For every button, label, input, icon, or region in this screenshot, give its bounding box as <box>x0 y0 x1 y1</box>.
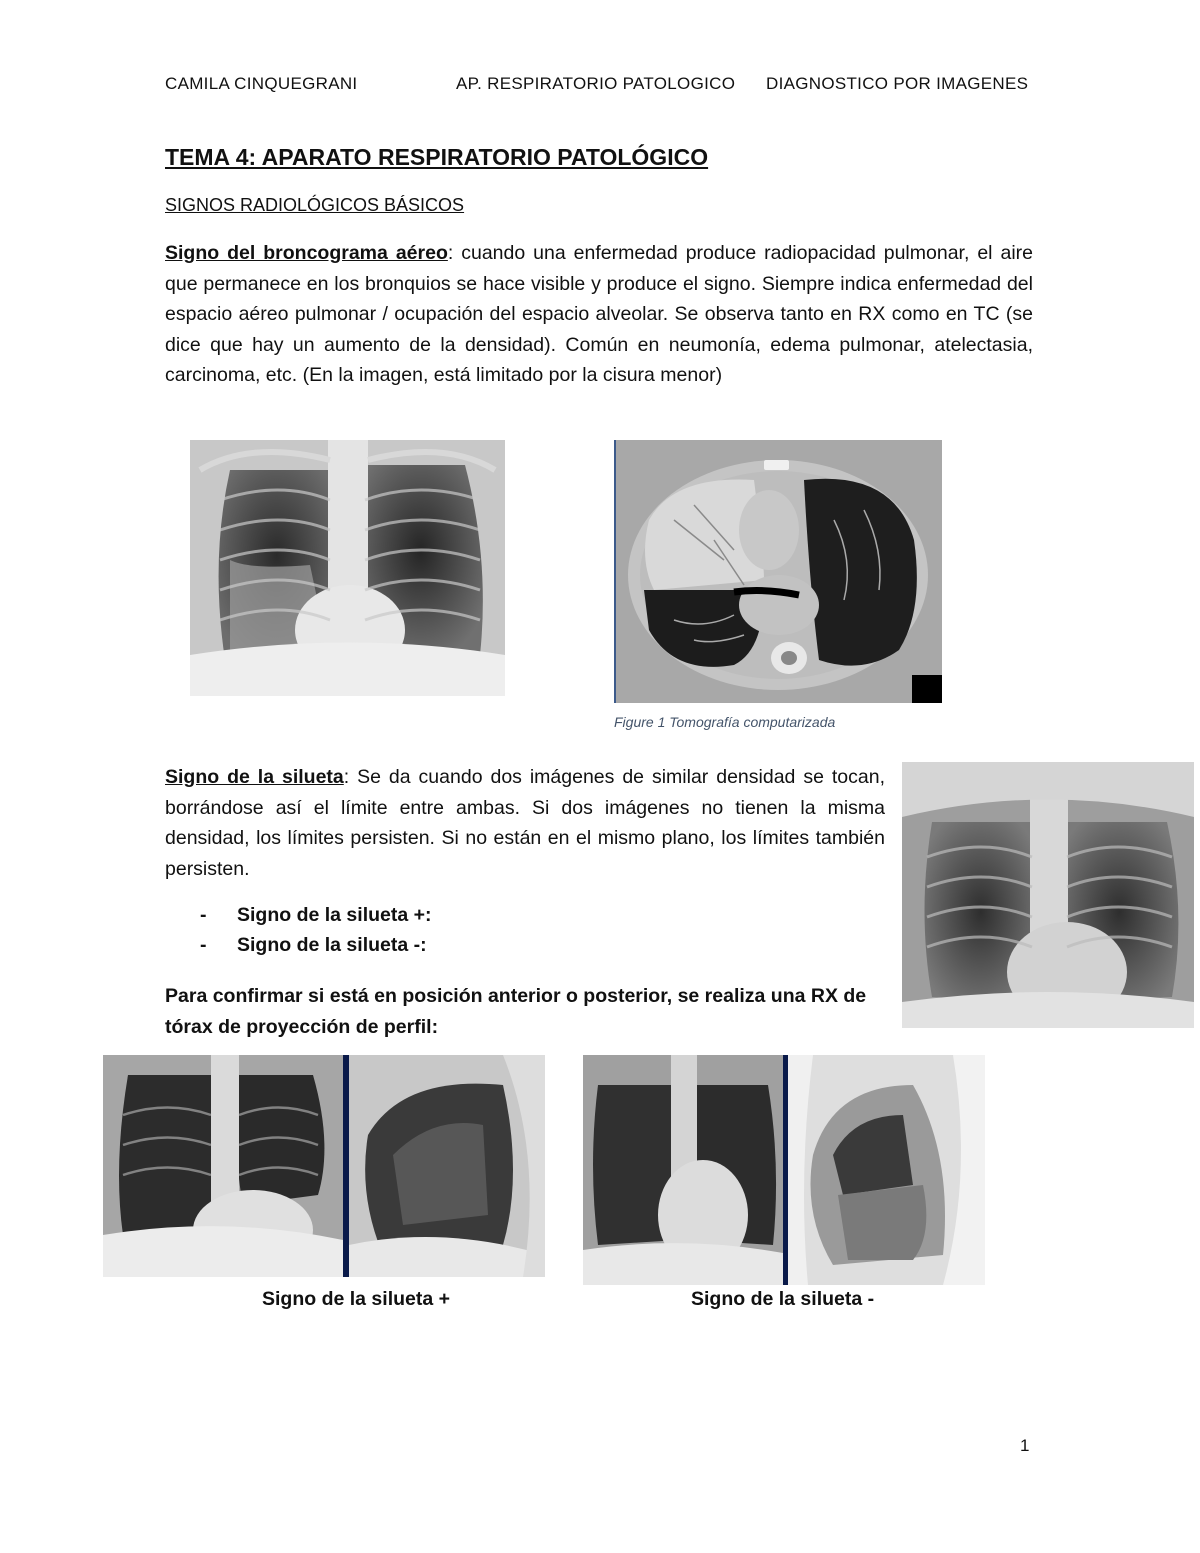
broncograma-text: : cuando una enfermedad produce radiopacidad pulmonar, el aire que permanece en los bronquios se hace visible y produce el signo. Siempre indica enfermedad del espacio aéreo pulmonar / ocupación del espacio alveolar. Se observa tanto en RX como en TC (se dice que hay un aumento de la densidad). Común en neumonía, edema pulmonar, atelectasia, carcinoma, etc. (En la imagen, está limitado por la cisura menor) <box>165 242 1033 387</box>
figure-caption: Figure 1 Tomografía computarizada <box>614 714 836 730</box>
bullet-silueta-negative: Signo de la silueta -: <box>237 934 427 956</box>
ct-scan-image <box>614 440 942 703</box>
chest-xray-broncograma <box>190 440 505 696</box>
xray-pair-silueta-negative <box>583 1055 985 1285</box>
page-number: 1 <box>1020 1436 1030 1455</box>
bullet-silueta-positive: Signo de la silueta +: <box>237 904 432 926</box>
bullet-dash-positive: - <box>200 904 207 926</box>
label-silueta-positive: Signo de la silueta + <box>262 1288 451 1310</box>
section-title: SIGNOS RADIOLÓGICOS BÁSICOS <box>165 195 465 215</box>
header-subject: AP. RESPIRATORIO PATOLOGICO <box>456 74 736 93</box>
silueta-term: Signo de la silueta <box>165 766 344 788</box>
label-silueta-negative: Signo de la silueta - <box>691 1288 875 1310</box>
header-author: CAMILA CINQUEGRANI <box>165 74 358 93</box>
bullet-dash-negative: - <box>200 934 207 956</box>
header-course: DIAGNOSTICO POR IMAGENES <box>766 74 1029 93</box>
chest-xray-silueta <box>902 762 1194 1028</box>
silueta-paragraph <box>165 762 885 884</box>
perfil-paragraph: Para confirmar si está en posición anterior o posterior, se realiza una RX de tórax de proyección de perfil: <box>165 985 867 1038</box>
broncograma-term: Signo del broncograma aéreo <box>165 242 448 264</box>
broncograma-paragraph <box>165 238 1033 391</box>
xray-pair-silueta-positive <box>103 1055 545 1277</box>
silueta-text: : Se da cuando dos imágenes de similar densidad se tocan, borrándose así el límite entre ambas. Si dos imágenes no tienen la misma densidad, los límites persisten. Si no están en el mismo plano, los límites también persisten. <box>165 766 885 880</box>
page-title: TEMA 4: APARATO RESPIRATORIO PATOLÓGICO <box>165 144 709 170</box>
